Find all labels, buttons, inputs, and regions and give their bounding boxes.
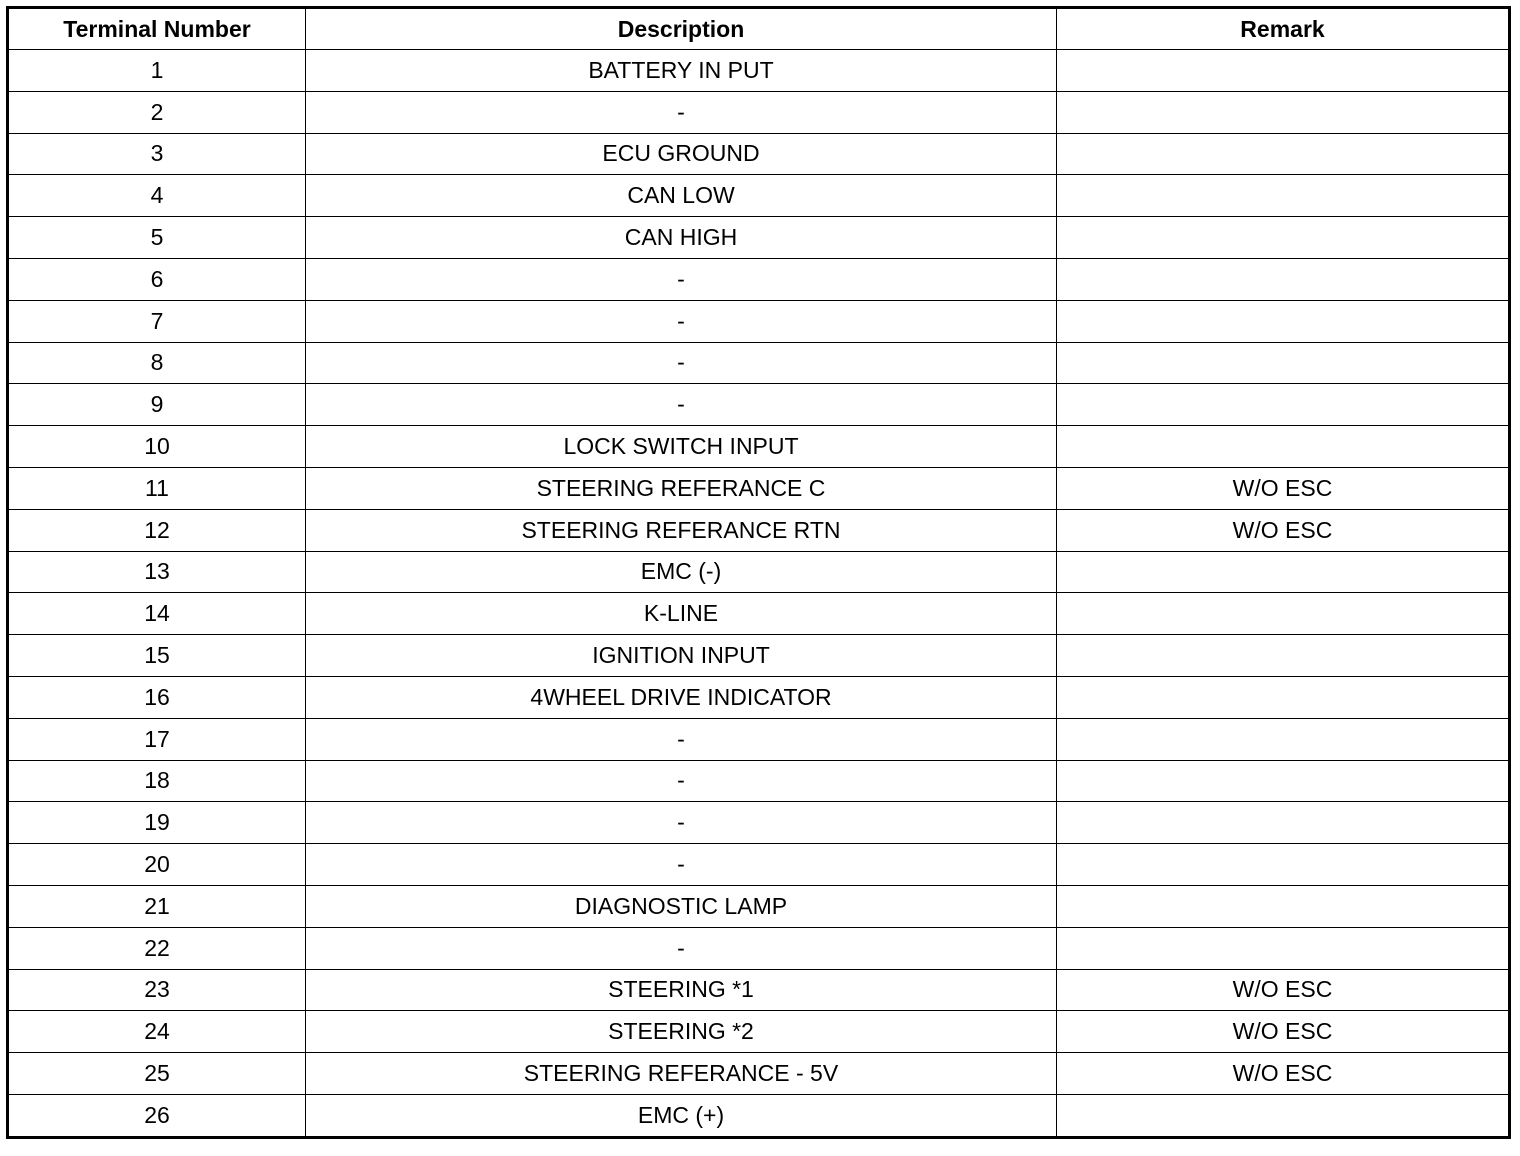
remark-cell [1057, 593, 1510, 635]
remark-cell [1057, 426, 1510, 468]
terminal-number-cell: 14 [8, 593, 306, 635]
table-row [8, 342, 1510, 384]
table-row [8, 760, 1510, 802]
description-cell: - [306, 300, 1057, 342]
table-row [8, 802, 1510, 844]
remark-cell [1057, 844, 1510, 886]
remark-cell [1057, 133, 1510, 175]
terminal-number-cell: 12 [8, 509, 306, 551]
remark-cell [1057, 551, 1510, 593]
table-row [8, 384, 1510, 426]
table-row [8, 1011, 1510, 1053]
description-cell: - [306, 844, 1057, 886]
terminal-table [6, 6, 1511, 1139]
description-cell: 4WHEEL DRIVE INDICATOR [306, 676, 1057, 718]
description-cell: IGNITION INPUT [306, 635, 1057, 677]
description-cell: - [306, 802, 1057, 844]
remark-cell [1057, 342, 1510, 384]
table-row [8, 258, 1510, 300]
remark-cell [1057, 802, 1510, 844]
header-terminal-number: Terminal Number [8, 8, 306, 50]
description-cell: - [306, 718, 1057, 760]
remark-cell [1057, 300, 1510, 342]
description-cell: EMC (-) [306, 551, 1057, 593]
terminal-number-cell: 18 [8, 760, 306, 802]
terminal-number-cell: 26 [8, 1094, 306, 1137]
table-row [8, 50, 1510, 92]
description-cell: - [306, 258, 1057, 300]
remark-cell [1057, 217, 1510, 259]
table-row [8, 718, 1510, 760]
table-row [8, 426, 1510, 468]
remark-cell [1057, 91, 1510, 133]
terminal-number-cell: 11 [8, 467, 306, 509]
terminal-number-cell: 24 [8, 1011, 306, 1053]
description-cell: STEERING *2 [306, 1011, 1057, 1053]
remark-cell: W/O ESC [1057, 509, 1510, 551]
table-header [8, 8, 1510, 50]
description-cell: - [306, 760, 1057, 802]
terminal-number-cell: 17 [8, 718, 306, 760]
description-cell: EMC (+) [306, 1094, 1057, 1137]
header-description: Description [306, 8, 1057, 50]
description-cell: ECU GROUND [306, 133, 1057, 175]
terminal-number-cell: 3 [8, 133, 306, 175]
table-row [8, 509, 1510, 551]
table-body [8, 50, 1510, 1138]
description-cell: STEERING REFERANCE C [306, 467, 1057, 509]
remark-cell: W/O ESC [1057, 969, 1510, 1011]
remark-cell [1057, 258, 1510, 300]
description-cell: STEERING REFERANCE RTN [306, 509, 1057, 551]
remark-cell [1057, 718, 1510, 760]
description-cell: - [306, 342, 1057, 384]
terminal-number-cell: 10 [8, 426, 306, 468]
remark-cell [1057, 384, 1510, 426]
terminal-number-cell: 9 [8, 384, 306, 426]
terminal-number-cell: 20 [8, 844, 306, 886]
remark-cell [1057, 50, 1510, 92]
table-row [8, 1094, 1510, 1137]
table-row [8, 676, 1510, 718]
description-cell: - [306, 384, 1057, 426]
terminal-number-cell: 2 [8, 91, 306, 133]
table-row [8, 635, 1510, 677]
table-row [8, 927, 1510, 969]
description-cell: BATTERY IN PUT [306, 50, 1057, 92]
remark-cell [1057, 635, 1510, 677]
table-row [8, 885, 1510, 927]
description-cell: CAN LOW [306, 175, 1057, 217]
table-row [8, 175, 1510, 217]
table-row [8, 1053, 1510, 1095]
remark-cell [1057, 175, 1510, 217]
terminal-number-cell: 7 [8, 300, 306, 342]
terminal-number-cell: 13 [8, 551, 306, 593]
terminal-number-cell: 8 [8, 342, 306, 384]
terminal-number-cell: 16 [8, 676, 306, 718]
table-row [8, 133, 1510, 175]
description-cell: - [306, 91, 1057, 133]
terminal-number-cell: 23 [8, 969, 306, 1011]
header-remark: Remark [1057, 8, 1510, 50]
description-cell: STEERING REFERANCE - 5V [306, 1053, 1057, 1095]
terminal-number-cell: 22 [8, 927, 306, 969]
terminal-number-cell: 1 [8, 50, 306, 92]
remark-cell [1057, 1094, 1510, 1137]
table-row [8, 551, 1510, 593]
terminal-number-cell: 21 [8, 885, 306, 927]
table-row [8, 969, 1510, 1011]
terminal-number-cell: 6 [8, 258, 306, 300]
remark-cell [1057, 927, 1510, 969]
remark-cell [1057, 885, 1510, 927]
terminal-number-cell: 4 [8, 175, 306, 217]
terminal-number-cell: 19 [8, 802, 306, 844]
terminal-number-cell: 15 [8, 635, 306, 677]
table-row [8, 593, 1510, 635]
terminal-number-cell: 25 [8, 1053, 306, 1095]
remark-cell [1057, 676, 1510, 718]
description-cell: K-LINE [306, 593, 1057, 635]
remark-cell: W/O ESC [1057, 1053, 1510, 1095]
remark-cell: W/O ESC [1057, 467, 1510, 509]
table-row [8, 844, 1510, 886]
remark-cell: W/O ESC [1057, 1011, 1510, 1053]
table-row [8, 91, 1510, 133]
remark-cell [1057, 760, 1510, 802]
description-cell: CAN HIGH [306, 217, 1057, 259]
header-row [8, 8, 1510, 50]
table-row [8, 467, 1510, 509]
description-cell: DIAGNOSTIC LAMP [306, 885, 1057, 927]
table-row [8, 300, 1510, 342]
description-cell: STEERING *1 [306, 969, 1057, 1011]
terminal-number-cell: 5 [8, 217, 306, 259]
description-cell: - [306, 927, 1057, 969]
description-cell: LOCK SWITCH INPUT [306, 426, 1057, 468]
table-row [8, 217, 1510, 259]
